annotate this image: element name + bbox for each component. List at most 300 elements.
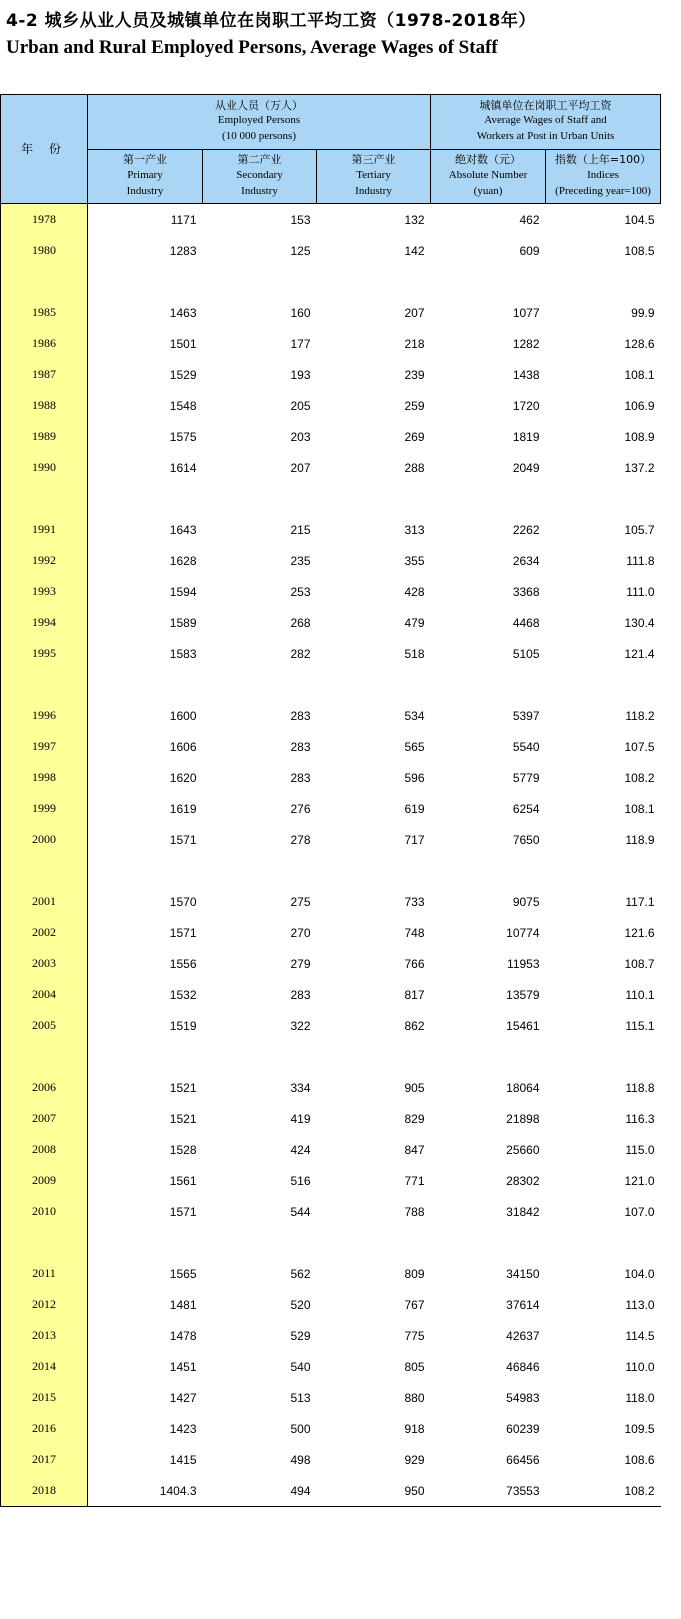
secondary-value: 215 <box>290 522 311 537</box>
secondary-value: 203 <box>290 429 311 444</box>
indices-header-cn: 指数（上年=100） <box>554 153 652 167</box>
primary-value: 1614 <box>169 460 197 475</box>
primary-industry-header <box>88 150 203 204</box>
page-title-cn: 4-2 城乡从业人员及城镇单位在岗职工平均工资（1978-2018年） <box>6 11 536 31</box>
empty-cell <box>317 855 431 886</box>
year-cell: 2005 <box>1 1010 88 1041</box>
table-row <box>1 638 661 669</box>
table-row <box>1 1320 661 1351</box>
table-row <box>1 514 661 545</box>
table-row <box>1 607 661 638</box>
primary-value: 1571 <box>169 1204 197 1219</box>
absolute-wage-value: 5540 <box>512 739 540 754</box>
empty-cell <box>431 1041 546 1072</box>
table-row <box>1 390 661 421</box>
primary-value: 1628 <box>169 553 197 568</box>
secondary-value: 283 <box>290 739 311 754</box>
wage-index-value: 121.4 <box>624 646 655 661</box>
table-row <box>1 824 661 855</box>
absolute-wage-value: 5779 <box>512 770 540 785</box>
indices-header-en-2: (Preceding year=100) <box>555 184 651 197</box>
absolute-wage-value: 1438 <box>512 367 540 382</box>
year-cell: 1991 <box>1 514 88 545</box>
absolute-wage-value: 73553 <box>431 1475 546 1507</box>
wage-index-value: 108.2 <box>546 1475 661 1507</box>
spacer-row <box>1 855 661 886</box>
primary-value: 1521 <box>169 1080 197 1095</box>
primary-value: 1451 <box>169 1359 197 1374</box>
empty-cell <box>431 266 546 297</box>
year-cell: 2010 <box>1 1196 88 1227</box>
absolute-wage-value: 37614 <box>506 1297 540 1312</box>
table-header <box>1 95 661 204</box>
wage-index-value: 105.7 <box>624 522 655 537</box>
tertiary-value: 218 <box>404 336 425 351</box>
year-cell: 1997 <box>1 731 88 762</box>
secondary-value: 153 <box>290 212 311 227</box>
empty-cell <box>203 266 317 297</box>
year-cell: 1986 <box>1 328 88 359</box>
absolute-wage-value: 42637 <box>506 1328 540 1343</box>
secondary-value: 540 <box>290 1359 311 1374</box>
employed-header-en-1: Employed Persons <box>217 114 301 127</box>
tertiary-value: 239 <box>404 367 425 382</box>
tertiary-value: 771 <box>404 1173 425 1188</box>
table-body <box>1 204 661 1507</box>
year-cell: 2003 <box>1 948 88 979</box>
empty-cell <box>546 855 661 886</box>
absolute-wage-value: 6254 <box>512 801 540 816</box>
wage-index-value: 99.9 <box>631 305 655 320</box>
year-cell: 1995 <box>1 638 88 669</box>
secondary-value: 334 <box>290 1080 311 1095</box>
secondary-value: 253 <box>290 584 311 599</box>
table-row <box>1 1103 661 1134</box>
primary-value: 1404.3 <box>88 1475 203 1507</box>
year-cell: 2008 <box>1 1134 88 1165</box>
absolute-wage-value: 18064 <box>506 1080 540 1095</box>
empty-cell <box>88 483 203 514</box>
spacer-row <box>1 1227 661 1258</box>
absolute-wage-value: 1077 <box>512 305 540 320</box>
tertiary-value: 929 <box>404 1452 425 1467</box>
tertiary-value: 142 <box>404 243 425 258</box>
absolute-wage-value: 1282 <box>512 336 540 351</box>
secondary-industry-header <box>203 150 317 204</box>
absolute-wage-value: 462 <box>519 212 540 227</box>
table-row <box>1 1444 661 1475</box>
primary-value: 1575 <box>169 429 197 444</box>
primary-value: 1620 <box>169 770 197 785</box>
wage-index-value: 116.3 <box>625 1111 655 1126</box>
empty-cell <box>88 855 203 886</box>
absolute-wage-value: 11953 <box>507 956 540 971</box>
table-row <box>1 545 661 576</box>
tertiary-value: 809 <box>404 1266 425 1281</box>
secondary-value: 498 <box>290 1452 311 1467</box>
indices-header <box>546 150 661 204</box>
primary-value: 1548 <box>169 398 197 413</box>
tertiary-value: 428 <box>404 584 425 599</box>
table-row <box>1 204 661 236</box>
secondary-value: 516 <box>290 1173 311 1188</box>
primary-value: 1463 <box>169 305 197 320</box>
tertiary-value: 918 <box>404 1421 425 1436</box>
table-row <box>1 731 661 762</box>
wage-index-value: 113.0 <box>625 1297 655 1312</box>
empty-cell <box>203 1227 317 1258</box>
absolute-header-en-2: (yuan) <box>473 184 503 197</box>
tertiary-value: 805 <box>404 1359 425 1374</box>
table-row <box>1 1289 661 1320</box>
tertiary-value: 355 <box>404 553 425 568</box>
tertiary-value: 775 <box>404 1328 425 1343</box>
absolute-wage-value: 10774 <box>506 925 540 940</box>
table-row <box>1 1413 661 1444</box>
employed-header-en-2: (10 000 persons) <box>222 130 296 143</box>
year-cell <box>1 855 88 886</box>
primary-value: 1561 <box>169 1173 197 1188</box>
year-cell: 2013 <box>1 1320 88 1351</box>
table-row <box>1 359 661 390</box>
tertiary-header-en-1: Tertiary <box>356 168 391 181</box>
secondary-value: 520 <box>290 1297 311 1312</box>
primary-value: 1571 <box>169 925 197 940</box>
empty-cell <box>203 483 317 514</box>
table-row <box>1 948 661 979</box>
tertiary-value: 847 <box>404 1142 425 1157</box>
tertiary-value: 313 <box>404 522 425 537</box>
secondary-value: 125 <box>290 243 311 258</box>
absolute-wage-value: 7650 <box>512 832 540 847</box>
tertiary-value: 829 <box>404 1111 425 1126</box>
absolute-wage-value: 54983 <box>506 1390 540 1405</box>
empty-cell <box>546 483 661 514</box>
year-cell: 2012 <box>1 1289 88 1320</box>
wage-index-value: 115.0 <box>625 1142 655 1157</box>
empty-cell <box>546 669 661 700</box>
empty-cell <box>546 1227 661 1258</box>
wage-index-value: 118.0 <box>625 1390 655 1405</box>
wage-index-value: 108.6 <box>624 1452 655 1467</box>
absolute-number-header <box>431 150 546 204</box>
spacer-row <box>1 266 661 297</box>
absolute-wage-value: 2262 <box>512 522 540 537</box>
year-cell: 1978 <box>1 204 88 236</box>
year-cell: 2001 <box>1 886 88 917</box>
absolute-wage-value: 5105 <box>512 646 540 661</box>
table-row <box>1 1258 661 1289</box>
tertiary-value: 748 <box>404 925 425 940</box>
year-cell: 2011 <box>1 1258 88 1289</box>
wage-index-value: 111.0 <box>626 584 655 599</box>
secondary-value: 160 <box>290 305 311 320</box>
absolute-header-cn: 绝对数（元） <box>455 153 522 167</box>
year-cell: 1989 <box>1 421 88 452</box>
secondary-value: 494 <box>203 1475 317 1507</box>
tertiary-value: 766 <box>404 956 425 971</box>
year-cell: 2009 <box>1 1165 88 1196</box>
absolute-wage-value: 2049 <box>512 460 540 475</box>
tertiary-value: 862 <box>404 1018 425 1033</box>
secondary-value: 177 <box>290 336 311 351</box>
tertiary-value: 817 <box>404 987 425 1002</box>
table-row <box>1 886 661 917</box>
absolute-wage-value: 60239 <box>506 1421 540 1436</box>
primary-value: 1521 <box>169 1111 197 1126</box>
secondary-value: 276 <box>290 801 311 816</box>
year-cell: 2016 <box>1 1413 88 1444</box>
primary-value: 1570 <box>169 894 197 909</box>
table-row <box>1 328 661 359</box>
primary-value: 1565 <box>169 1266 197 1281</box>
empty-cell <box>317 1227 431 1258</box>
year-cell: 2004 <box>1 979 88 1010</box>
absolute-wage-value: 34150 <box>506 1266 540 1281</box>
secondary-value: 283 <box>290 770 311 785</box>
secondary-header-en-2: Industry <box>241 184 278 197</box>
primary-value: 1427 <box>169 1390 197 1405</box>
primary-value: 1556 <box>169 956 197 971</box>
year-cell: 1996 <box>1 700 88 731</box>
primary-header-cn: 第一产业 <box>123 153 167 167</box>
year-cell: 2017 <box>1 1444 88 1475</box>
tertiary-value: 132 <box>404 212 425 227</box>
secondary-value: 207 <box>290 460 311 475</box>
absolute-wage-value: 609 <box>519 243 540 258</box>
page-title-en: Urban and Rural Employed Persons, Average Wages of Staff <box>6 37 498 58</box>
wage-index-value: 118.2 <box>625 708 655 723</box>
tertiary-value: 565 <box>404 739 425 754</box>
empty-cell <box>546 1041 661 1072</box>
wage-index-value: 130.4 <box>624 615 655 630</box>
absolute-header-en-1: Absolute Number <box>448 168 528 181</box>
secondary-value: 283 <box>290 987 311 1002</box>
secondary-value: 282 <box>290 646 311 661</box>
secondary-value: 278 <box>290 832 311 847</box>
wage-index-value: 121.6 <box>624 925 655 940</box>
wage-index-value: 117.1 <box>625 894 655 909</box>
tertiary-industry-header <box>317 150 431 204</box>
primary-value: 1528 <box>169 1142 197 1157</box>
year-cell: 2006 <box>1 1072 88 1103</box>
wage-index-value: 107.5 <box>624 739 655 754</box>
absolute-wage-value: 31842 <box>506 1204 540 1219</box>
table-row <box>1 421 661 452</box>
year-cell: 1987 <box>1 359 88 390</box>
primary-header-en-2: Industry <box>126 184 164 197</box>
table-row <box>1 452 661 483</box>
tertiary-value: 950 <box>317 1475 431 1507</box>
wage-index-value: 137.2 <box>624 460 655 475</box>
tertiary-value: 596 <box>404 770 425 785</box>
table-row <box>1 917 661 948</box>
average-wages-group-header <box>431 95 661 150</box>
year-cell: 1988 <box>1 390 88 421</box>
tertiary-value: 788 <box>404 1204 425 1219</box>
year-cell: 1985 <box>1 297 88 328</box>
table-row <box>1 1351 661 1382</box>
wage-index-value: 115.1 <box>625 1018 655 1033</box>
secondary-value: 235 <box>290 553 311 568</box>
empty-cell <box>203 855 317 886</box>
indices-header-en-1: Indices <box>587 168 619 181</box>
secondary-value: 424 <box>290 1142 311 1157</box>
wage-index-value: 128.6 <box>624 336 655 351</box>
primary-value: 1589 <box>169 615 197 630</box>
tertiary-value: 259 <box>404 398 425 413</box>
absolute-wage-value: 9075 <box>512 894 540 909</box>
table-row <box>1 576 661 607</box>
empty-cell <box>88 669 203 700</box>
empty-cell <box>546 266 661 297</box>
tertiary-value: 905 <box>404 1080 425 1095</box>
secondary-value: 193 <box>290 367 311 382</box>
secondary-value: 279 <box>290 956 311 971</box>
table-row <box>1 1475 661 1507</box>
wage-index-value: 108.5 <box>624 243 655 258</box>
wage-index-value: 109.5 <box>624 1421 655 1436</box>
wages-header-en-1: Average Wages of Staff and <box>484 114 607 127</box>
year-cell: 2018 <box>1 1475 88 1507</box>
table-row <box>1 1196 661 1227</box>
year-cell: 1992 <box>1 545 88 576</box>
year-cell <box>1 669 88 700</box>
absolute-wage-value: 4468 <box>512 615 540 630</box>
year-cell: 2015 <box>1 1382 88 1413</box>
primary-header-en-1: Primary <box>127 168 163 181</box>
wage-index-value: 107.0 <box>624 1204 655 1219</box>
empty-cell <box>317 669 431 700</box>
secondary-header-en-1: Secondary <box>236 168 283 181</box>
year-cell: 1993 <box>1 576 88 607</box>
secondary-value: 513 <box>290 1390 311 1405</box>
primary-value: 1519 <box>169 1018 197 1033</box>
employed-header-cn: 从业人员（万人） <box>215 98 304 112</box>
secondary-value: 205 <box>290 398 311 413</box>
secondary-value: 419 <box>290 1111 311 1126</box>
table-row <box>1 793 661 824</box>
year-cell: 1998 <box>1 762 88 793</box>
empty-cell <box>431 855 546 886</box>
primary-value: 1606 <box>169 739 197 754</box>
table-row <box>1 1010 661 1041</box>
empty-cell <box>88 1041 203 1072</box>
tertiary-value: 288 <box>404 460 425 475</box>
wage-index-value: 104.0 <box>624 1266 655 1281</box>
year-cell <box>1 1227 88 1258</box>
absolute-wage-value: 46846 <box>506 1359 540 1374</box>
secondary-value: 283 <box>290 708 311 723</box>
absolute-wage-value: 66456 <box>506 1452 540 1467</box>
year-cell: 1994 <box>1 607 88 638</box>
year-cell: 2002 <box>1 917 88 948</box>
year-header-label: 年 份 <box>21 141 67 156</box>
primary-value: 1571 <box>169 832 197 847</box>
secondary-value: 322 <box>290 1018 311 1033</box>
wage-index-value: 104.5 <box>624 212 655 227</box>
statistics-table <box>0 94 661 1507</box>
secondary-value: 529 <box>290 1328 311 1343</box>
primary-value: 1532 <box>169 987 197 1002</box>
empty-cell <box>431 669 546 700</box>
primary-value: 1423 <box>169 1421 197 1436</box>
wages-header-cn: 城镇单位在岗职工平均工资 <box>479 98 612 112</box>
tertiary-value: 717 <box>404 832 425 847</box>
wage-index-value: 108.1 <box>624 367 655 382</box>
primary-value: 1415 <box>169 1452 197 1467</box>
wage-index-value: 110.0 <box>625 1359 655 1374</box>
year-cell <box>1 266 88 297</box>
year-cell <box>1 1041 88 1072</box>
wage-index-value: 108.7 <box>624 956 655 971</box>
primary-value: 1478 <box>169 1328 197 1343</box>
primary-value: 1619 <box>169 801 197 816</box>
tertiary-value: 207 <box>404 305 425 320</box>
empty-cell <box>431 483 546 514</box>
table-row <box>1 762 661 793</box>
tertiary-value: 767 <box>404 1297 425 1312</box>
absolute-wage-value: 21898 <box>506 1111 540 1126</box>
tertiary-value: 619 <box>404 801 425 816</box>
secondary-header-cn: 第二产业 <box>237 153 282 167</box>
tertiary-value: 269 <box>404 429 425 444</box>
absolute-wage-value: 13579 <box>506 987 540 1002</box>
tertiary-header-cn: 第三产业 <box>351 153 396 167</box>
empty-cell <box>317 1041 431 1072</box>
wage-index-value: 114.5 <box>625 1328 655 1343</box>
year-cell: 1990 <box>1 452 88 483</box>
empty-cell <box>88 266 203 297</box>
tertiary-value: 733 <box>404 894 425 909</box>
primary-value: 1583 <box>169 646 197 661</box>
spacer-row <box>1 483 661 514</box>
absolute-wage-value: 28302 <box>506 1173 540 1188</box>
wage-index-value: 118.8 <box>625 1080 655 1095</box>
spacer-row <box>1 669 661 700</box>
primary-value: 1171 <box>170 212 197 227</box>
empty-cell <box>317 483 431 514</box>
wages-header-en-2: Workers at Post in Urban Units <box>476 130 615 143</box>
absolute-wage-value: 25660 <box>506 1142 540 1157</box>
employed-persons-group-header <box>88 95 431 150</box>
wage-index-value: 118.9 <box>625 832 655 847</box>
empty-cell <box>317 266 431 297</box>
wage-index-value: 108.2 <box>624 770 655 785</box>
tertiary-header-en-2: Industry <box>355 184 392 197</box>
table-row <box>1 700 661 731</box>
year-cell: 2000 <box>1 824 88 855</box>
year-column-header <box>1 95 88 204</box>
absolute-wage-value: 1720 <box>512 398 540 413</box>
table-row <box>1 1382 661 1413</box>
table-row <box>1 1072 661 1103</box>
table-row <box>1 1165 661 1196</box>
year-cell: 2007 <box>1 1103 88 1134</box>
tertiary-value: 518 <box>404 646 425 661</box>
primary-value: 1594 <box>169 584 197 599</box>
primary-value: 1481 <box>169 1297 197 1312</box>
table-row <box>1 1134 661 1165</box>
spacer-row <box>1 1041 661 1072</box>
empty-cell <box>431 1227 546 1258</box>
primary-value: 1529 <box>169 367 197 382</box>
secondary-value: 270 <box>290 925 311 940</box>
wage-index-value: 108.1 <box>624 801 655 816</box>
tertiary-value: 880 <box>404 1390 425 1405</box>
secondary-value: 275 <box>290 894 311 909</box>
absolute-wage-value: 5397 <box>512 708 540 723</box>
